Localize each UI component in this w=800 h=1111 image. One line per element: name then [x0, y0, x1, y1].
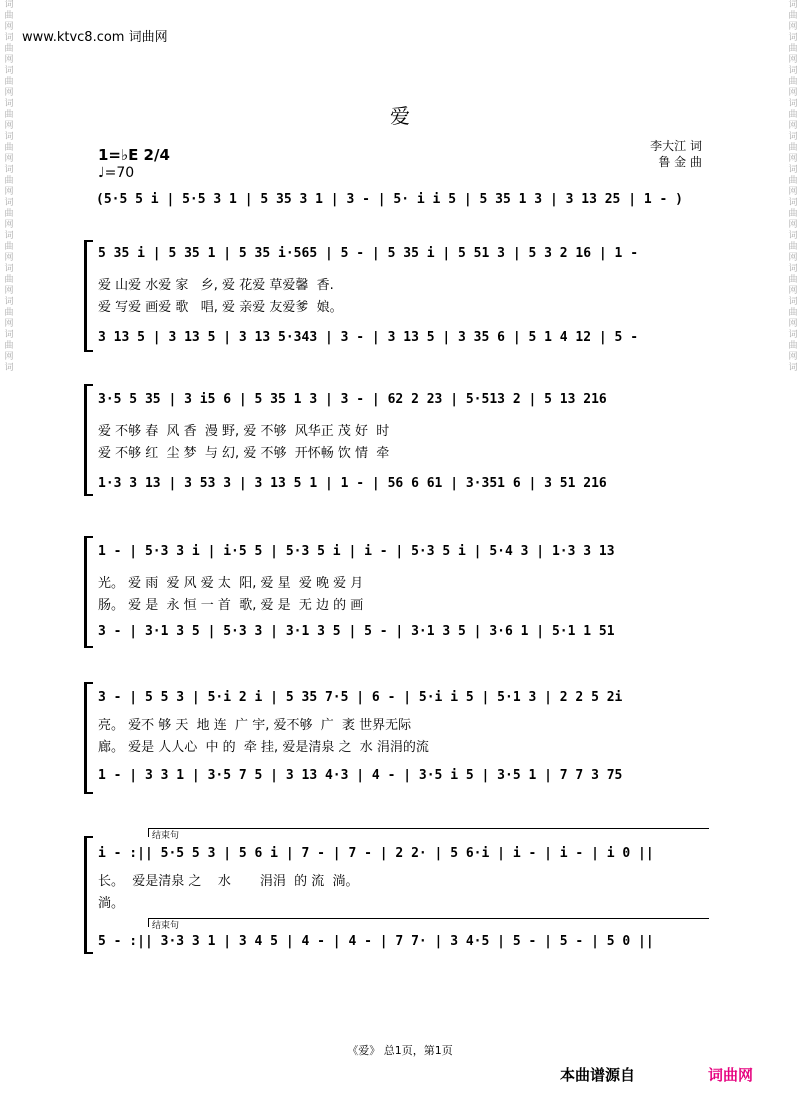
system-4-melody: 3 - | 5 5 3 | 5·i 2 i | 5 35 7·5 | 6 - | 5·i i 5 | 5·1 3 | 2 2 5 2i [98, 690, 623, 705]
watermark-glyph: 曲 [4, 308, 14, 318]
intro-notes: (5·5 5 i | 5·5 3 1 | 5 35 3 1 | 3 - | 5· i i 5 | 5 35 1 3 | 3 13 25 | 1 - ) [96, 192, 683, 207]
watermark-glyph: 曲 [788, 176, 798, 186]
watermark-glyph: 曲 [4, 242, 14, 252]
watermark-glyph: 曲 [4, 209, 14, 219]
system-5-lyrics-verse1: 长。 爱是清泉 之 水 涓涓 的 流 淌。 [98, 874, 359, 889]
system-bracket [84, 836, 93, 954]
system-bracket [84, 536, 93, 648]
watermark-glyph: 词 [4, 33, 14, 43]
lyricist: 李大江 词 [650, 139, 702, 153]
watermark-glyph: 词 [4, 330, 14, 340]
watermark-glyph: 词 [4, 165, 14, 175]
watermark-glyph: 词 [788, 297, 798, 307]
watermark-glyph: 网 [788, 154, 798, 164]
watermark-glyph: 词 [4, 297, 14, 307]
watermark-glyph: 词 [4, 132, 14, 142]
watermark-glyph: 网 [788, 253, 798, 263]
watermark-glyph: 曲 [4, 143, 14, 153]
song-title: 爱 [390, 104, 410, 128]
watermark-glyph: 词 [788, 330, 798, 340]
brand-link[interactable]: 词曲网 [708, 1066, 754, 1084]
watermark-glyph: 词 [4, 198, 14, 208]
watermark-glyph: 曲 [4, 11, 14, 21]
system-3-harmony: 3 - | 3·1 3 5 | 5·3 3 | 3·1 3 5 | 5 - | 3·1 3 5 | 3·6 1 | 5·1 1 51 [98, 624, 615, 639]
system-1-lyrics-verse2: 爱 写爱 画爱 歌 唱, 爱 亲爱 友爱爹 娘。 [98, 300, 343, 315]
watermark-glyph: 词 [4, 66, 14, 76]
system-4-harmony: 1 - | 3 3 1 | 3·5 7 5 | 3 13 4·3 | 4 - | 3·5 i 5 | 3·5 1 | 7 7 3 75 [98, 768, 623, 783]
system-2-lyrics-verse2: 爱 不够 红 尘 梦 与 幻, 爱 不够 开怀畅 饮 情 牵 [98, 446, 390, 461]
credits [650, 138, 702, 170]
ending-label: 结束句 [152, 921, 180, 931]
watermark-glyph: 曲 [788, 275, 798, 285]
system-3-lyrics-verse1: 光。 爱 雨 爱 风 爱 太 阳, 爱 星 爱 晚 爱 月 [98, 576, 364, 591]
watermark-glyph: 词 [4, 231, 14, 241]
watermark-glyph: 曲 [4, 341, 14, 351]
system-1-melody: 5 35 i | 5 35 1 | 5 35 i·565 | 5 - | 5 35 i | 5 51 3 | 5 3 2 16 | 1 - [98, 246, 639, 261]
watermark-glyph: 词 [788, 0, 798, 10]
watermark-glyph: 词 [4, 264, 14, 274]
watermark-glyph: 词 [4, 363, 14, 373]
system-bracket [84, 384, 93, 496]
system-5-lyrics-verse2: 淌。 [98, 896, 125, 911]
system-2-lyrics-verse1: 爱 不够 春 风 香 漫 野, 爱 不够 风华正 茂 好 时 [98, 424, 390, 439]
system-bracket [84, 240, 93, 352]
source-label: 本曲谱源自 [560, 1066, 636, 1084]
watermark-left [2, 0, 16, 1111]
watermark-glyph: 网 [4, 352, 14, 362]
system-1-harmony: 3 13 5 | 3 13 5 | 3 13 5·343 | 3 - | 3 13 5 | 3 35 6 | 5 1 4 12 | 5 - [98, 330, 639, 345]
system-4-lyrics-verse1: 亮。 爱不 够 天 地 连 广 宇, 爱不够 广 袤 世界无际 [98, 718, 412, 733]
watermark-glyph: 网 [788, 88, 798, 98]
system-2-harmony: 1·3 3 13 | 3 53 3 | 3 13 5 1 | 1 - | 56 6 61 | 3·351 6 | 3 51 216 [98, 476, 607, 491]
watermark-glyph: 网 [4, 253, 14, 263]
watermark-glyph: 曲 [788, 77, 798, 87]
watermark-glyph: 词 [788, 363, 798, 373]
watermark-glyph: 网 [788, 352, 798, 362]
watermark-glyph: 网 [788, 121, 798, 131]
watermark-glyph: 词 [788, 165, 798, 175]
system-bracket [84, 682, 93, 794]
watermark-glyph: 曲 [788, 44, 798, 54]
watermark-glyph: 词 [788, 264, 798, 274]
watermark-glyph: 网 [4, 220, 14, 230]
watermark-glyph: 曲 [788, 110, 798, 120]
ending-bracket [148, 918, 709, 927]
watermark-glyph: 网 [788, 55, 798, 65]
watermark-glyph: 网 [4, 55, 14, 65]
watermark-glyph: 曲 [4, 44, 14, 54]
composer: 鲁 金 曲 [658, 155, 702, 169]
watermark-right [786, 0, 800, 1111]
watermark-glyph: 网 [788, 319, 798, 329]
watermark-glyph: 词 [788, 33, 798, 43]
watermark-glyph: 网 [788, 286, 798, 296]
watermark-glyph: 曲 [4, 275, 14, 285]
watermark-glyph: 曲 [788, 341, 798, 351]
watermark-glyph: 网 [4, 286, 14, 296]
watermark-glyph: 词 [788, 198, 798, 208]
watermark-glyph: 网 [4, 22, 14, 32]
watermark-glyph: 曲 [4, 176, 14, 186]
watermark-glyph: 词 [788, 99, 798, 109]
watermark-glyph: 网 [788, 187, 798, 197]
watermark-glyph: 网 [4, 187, 14, 197]
ending-bracket [148, 828, 709, 837]
watermark-glyph: 网 [788, 220, 798, 230]
watermark-glyph: 曲 [788, 11, 798, 21]
watermark-glyph: 网 [4, 121, 14, 131]
watermark-glyph: 词 [788, 66, 798, 76]
watermark-glyph: 网 [4, 88, 14, 98]
watermark-glyph: 网 [4, 154, 14, 164]
site-url[interactable]: www.ktvc8.com 词曲网 [22, 30, 168, 45]
watermark-glyph: 曲 [4, 77, 14, 87]
system-4-lyrics-verse2: 廊。 爱是 人人心 中 的 牵 挂, 爱是清泉 之 水 涓涓的流 [98, 740, 429, 755]
page-indicator: 《爱》 总1页，第1页 [347, 1044, 453, 1057]
ending-label: 结束句 [152, 831, 180, 841]
system-1-lyrics-verse1: 爱 山爱 水爱 家 乡, 爱 花爱 草爱馨 香. [98, 278, 334, 293]
watermark-glyph: 曲 [4, 110, 14, 120]
watermark-glyph: 曲 [788, 143, 798, 153]
watermark-glyph: 词 [4, 99, 14, 109]
tempo-marking: ♩=70 [98, 165, 135, 181]
watermark-glyph: 网 [788, 22, 798, 32]
system-3-melody: 1 - | 5·3 3 i | i·5 5 | 5·3 5 i | i - | 5·3 5 i | 5·4 3 | 1·3 3 13 [98, 544, 615, 559]
key-signature: 1=♭E 2/4 [98, 146, 170, 164]
watermark-glyph: 曲 [788, 308, 798, 318]
system-5-melody: i - :|| 5·5 5 3 | 5 6 i | 7 - | 7 - | 2 2· | 5 6·i | i - | i - | i 0 || [98, 846, 654, 861]
watermark-glyph: 词 [788, 231, 798, 241]
watermark-glyph: 词 [788, 132, 798, 142]
watermark-glyph: 词 [4, 0, 14, 10]
watermark-glyph: 网 [4, 319, 14, 329]
system-3-lyrics-verse2: 肠。 爱 是 永 恒 一 首 歌, 爱 是 无 边 的 画 [98, 598, 364, 613]
system-5-harmony: 5 - :|| 3·3 3 1 | 3 4 5 | 4 - | 4 - | 7 7· | 3 4·5 | 5 - | 5 - | 5 0 || [98, 934, 654, 949]
system-2-melody: 3·5 5 35 | 3 i5 6 | 5 35 1 3 | 3 - | 62 2 23 | 5·513 2 | 5 13 216 [98, 392, 607, 407]
watermark-glyph: 曲 [788, 242, 798, 252]
watermark-glyph: 曲 [788, 209, 798, 219]
